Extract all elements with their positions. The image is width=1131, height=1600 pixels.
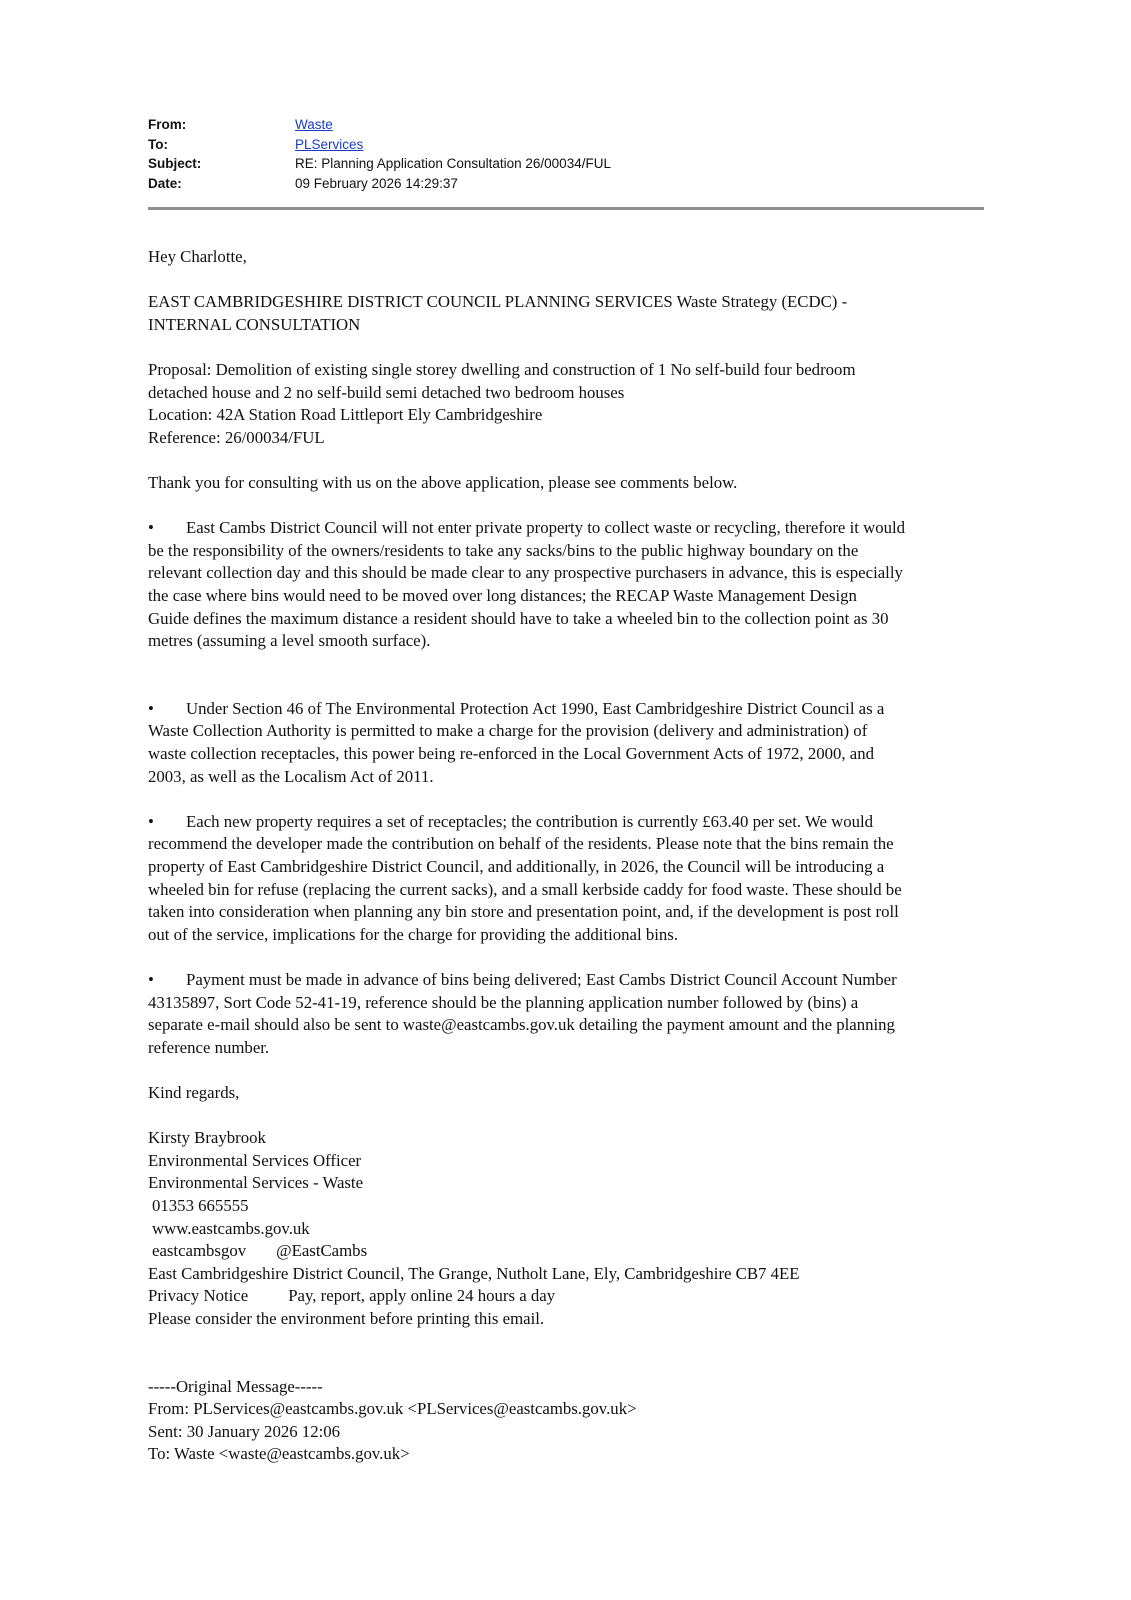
bullet-4: [148, 969, 984, 1059]
bullet-line: Guide defines the maximum distance a resident should have to take a wheeled bin to the collection point as 30: [148, 608, 889, 628]
bullet-line: Waste Collection Authority is permitted to make a charge for the provision (delivery and administration) of: [148, 721, 868, 741]
bullet-line: recommend the developer made the contribution on behalf of the residents. Please note that the bins remain the: [148, 834, 894, 854]
to-link[interactable]: PLServices: [295, 136, 364, 152]
signature-role: Environmental Services Officer: [148, 1150, 362, 1170]
original-sent: Sent: 30 January 2026 12:06: [148, 1421, 341, 1441]
original-from: From: PLServices@eastcambs.gov.uk <PLServices@eastcambs.gov.uk>: [148, 1399, 637, 1419]
to-label: To:: [148, 136, 168, 152]
bullet-line: the case where bins would need to be moved over long distances; the RECAP Waste Management Design: [148, 585, 857, 605]
signature-website[interactable]: www.eastcambs.gov.uk: [152, 1218, 310, 1238]
from-label: From:: [148, 117, 187, 132]
original-message: [148, 1376, 984, 1466]
email-header: [148, 115, 984, 193]
date-label: Date:: [148, 175, 182, 191]
bullet-line: property of East Cambridgeshire District Council, and additionally, in 2026, the Council will be introducing a: [148, 857, 885, 877]
bullet-mark: •: [148, 811, 154, 831]
social-handle-twitter[interactable]: @EastCambs: [276, 1241, 368, 1261]
environment-note: Please consider the environment before printing this email.: [148, 1308, 545, 1328]
bullet-line: out of the service, implications for the charge for providing the additional bins.: [148, 924, 679, 944]
header-from-row: [148, 115, 984, 135]
signature-department: Environmental Services - Waste: [148, 1173, 364, 1193]
bullet-3: [148, 811, 984, 947]
social-handle-facebook[interactable]: eastcambsgov: [152, 1241, 247, 1261]
bullet-mark: •: [148, 698, 154, 718]
bullet-line: reference number.: [148, 1037, 270, 1057]
subject-label: Subject:: [148, 156, 202, 171]
thanks-line: Thank you for consulting with us on the above application, please see comments below.: [148, 472, 738, 492]
greeting: Hey Charlotte,: [148, 247, 247, 266]
bullet-line: wheeled bin for refuse (replacing the current sacks), and a small kerbside caddy for food waste. These should be: [148, 879, 902, 899]
bullet-line: be the responsibility of the owners/residents to take any sacks/bins to the public highway boundary on the: [148, 540, 859, 560]
original-separator: -----Original Message-----: [148, 1376, 323, 1396]
bullet-mark: •: [148, 518, 154, 538]
bullet-1: [148, 517, 984, 653]
subject-value: RE: Planning Application Consultation 26/00034/FUL: [295, 156, 611, 171]
date-value: 09 February 2026 14:29:37: [295, 175, 458, 191]
bullet-2: [148, 698, 984, 788]
privacy-notice-link[interactable]: Privacy Notice: [148, 1286, 249, 1306]
bullet-line: taken into consideration when planning any bin store and presentation point, and, if the development is post roll: [148, 902, 899, 922]
bullet-line: 43135897, Sort Code 52-41-19, reference should be the planning application number followed by (bins) a: [148, 992, 859, 1012]
bullet-line: 2003, as well as the Localism Act of 2011.: [148, 766, 434, 786]
original-to: To: Waste <waste@eastcambs.gov.uk>: [148, 1444, 410, 1464]
bullet-line: Under Section 46 of The Environmental Protection Act 1990, East Cambridgeshire District Council as a: [186, 698, 885, 718]
bullet-line: metres (assuming a level smooth surface).: [148, 631, 431, 651]
signature-block: [148, 1127, 984, 1330]
title-line: EAST CAMBRIDGESHIRE DISTRICT COUNCIL PLANNING SERVICES Waste Strategy (ECDC) -: [148, 292, 848, 312]
location-line: Location: 42A Station Road Littleport Ely Cambridgeshire: [148, 405, 543, 425]
bullet-line: Each new property requires a set of receptacles; the contribution is currently £63.40 per set. We would: [186, 811, 874, 831]
bullet-line: Payment must be made in advance of bins being delivered; East Cambs District Council Account Number: [186, 970, 897, 989]
from-link[interactable]: Waste: [295, 117, 333, 132]
closing: Kind regards,: [148, 1082, 240, 1102]
bullet-line: relevant collection day and this should be made clear to any prospective purchasers in advance, this is especially: [148, 563, 903, 583]
proposal-line: detached house and 2 no self-build semi detached two bedroom houses: [148, 382, 625, 402]
bullet-line: waste collection receptacles, this power being re-enforced in the Local Government Acts of 1972, 2000, and: [148, 744, 875, 764]
proposal-line: Proposal: Demolition of existing single storey dwelling and construction of 1 No self-build four bedroom: [148, 359, 856, 379]
signature-name: Kirsty Braybrook: [148, 1128, 266, 1148]
bullet-mark: •: [148, 970, 154, 989]
reference-line: Reference: 26/00034/FUL: [148, 427, 325, 447]
header-subject-row: [148, 154, 984, 174]
header-to-row: [148, 135, 984, 155]
header-date-row: [148, 174, 984, 194]
header-divider: [148, 207, 984, 210]
pay-online-link[interactable]: Pay, report, apply online 24 hours a day: [288, 1286, 556, 1306]
bullet-line: separate e-mail should also be sent to waste@eastcambs.gov.uk detailing the payment amount and the planning: [148, 1015, 895, 1035]
email-body: [148, 246, 984, 1466]
bullet-line: East Cambs District Council will not enter private property to collect waste or recycling, therefore it would: [186, 518, 906, 538]
signature-address: East Cambridgeshire District Council, The Grange, Nutholt Lane, Ely, Cambridgeshire CB7 4EE: [148, 1263, 800, 1283]
title-line: INTERNAL CONSULTATION: [148, 314, 361, 334]
signature-phone: 01353 665555: [152, 1195, 249, 1215]
